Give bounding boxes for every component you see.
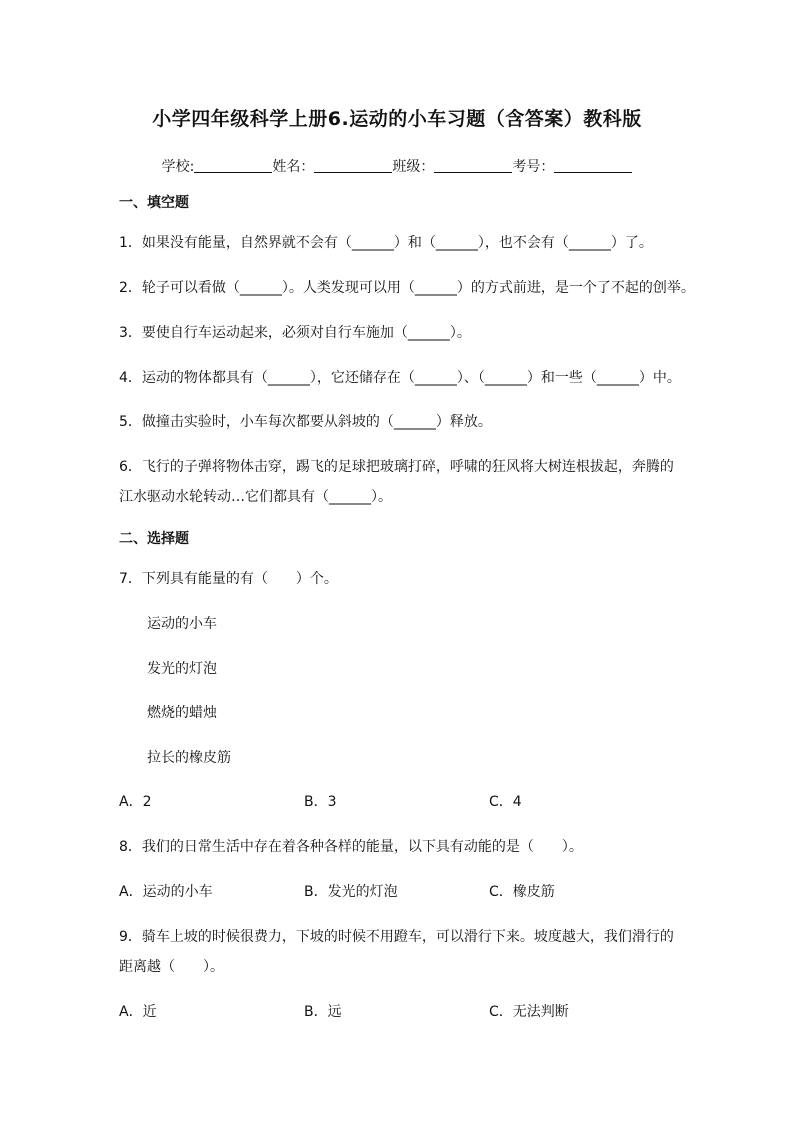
question-3: 3．要使自行车运动起来，必须对自行车施加（______）。	[119, 325, 471, 341]
q7-item: 运动的小车	[147, 616, 217, 632]
q8-option-c[interactable]: C．橡皮筋	[489, 884, 555, 900]
question-4: 4．运动的物体都具有（______），它还储存在（______）、（______）和一些（______）中。	[119, 370, 681, 386]
name-label: 姓名：	[272, 159, 315, 175]
exam-no-label: 考号：	[512, 159, 555, 175]
question-5: 5．做撞击实验时，小车每次都要从斜坡的（______）释放。	[119, 414, 492, 430]
q9-option-c[interactable]: C．无法判断	[489, 1004, 569, 1020]
exam-no-blank[interactable]	[554, 158, 632, 173]
school-label: 学校:	[161, 159, 195, 175]
question-6-line-2: 江水驱动水轮转动…它们都具有（______）。	[119, 489, 392, 505]
question-7: 7．下列具有能量的有（ ）个。	[119, 571, 338, 587]
student-info-line	[0, 156, 794, 176]
class-label: 班级：	[392, 159, 435, 175]
question-9-line-1: 9．骑车上坡的时候很费力，下坡的时候不用蹬车，可以滑行下来。坡度越大，我们滑行的	[119, 929, 674, 945]
q9-option-b[interactable]: B．远	[304, 1004, 342, 1020]
question-6-line-1: 6．飞行的子弹将物体击穿，踢飞的足球把玻璃打碎，呼啸的狂风将大树连根拔起，奔腾的	[119, 459, 674, 475]
question-8: 8．我们的日常生活中存在着各种各样的能量，以下具有动能的是（ ）。	[119, 839, 583, 855]
page-title: 小学四年级科学上册6.运动的小车习题（含答案）教科版	[152, 108, 642, 130]
q8-option-a[interactable]: A．运动的小车	[119, 884, 213, 900]
section-choice: 二、选择题	[119, 531, 189, 547]
q9-option-a[interactable]: A．近	[119, 1004, 157, 1020]
name-blank[interactable]	[314, 158, 392, 173]
q7-item: 拉长的橡皮筋	[147, 750, 231, 766]
question-1: 1．如果没有能量，自然界就不会有（______）和（______），也不会有（______）了。	[119, 235, 653, 251]
question-9-line-2: 距离越（ ）。	[119, 959, 224, 975]
q8-option-b[interactable]: B．发光的灯泡	[304, 884, 398, 900]
class-blank[interactable]	[434, 158, 512, 173]
question-2: 2．轮子可以看做（______）。人类发现可以用（______）的方式前进，是一个了不起的创举。	[119, 280, 695, 296]
q7-option-b[interactable]: B．3	[304, 794, 337, 810]
school-blank[interactable]	[194, 158, 272, 173]
q7-option-a[interactable]: A．2	[119, 794, 152, 810]
q7-item: 燃烧的蜡烛	[147, 705, 217, 721]
q7-option-c[interactable]: C．4	[489, 794, 522, 810]
section-fill-in: 一、填空题	[119, 195, 189, 211]
q7-item: 发光的灯泡	[147, 661, 217, 677]
